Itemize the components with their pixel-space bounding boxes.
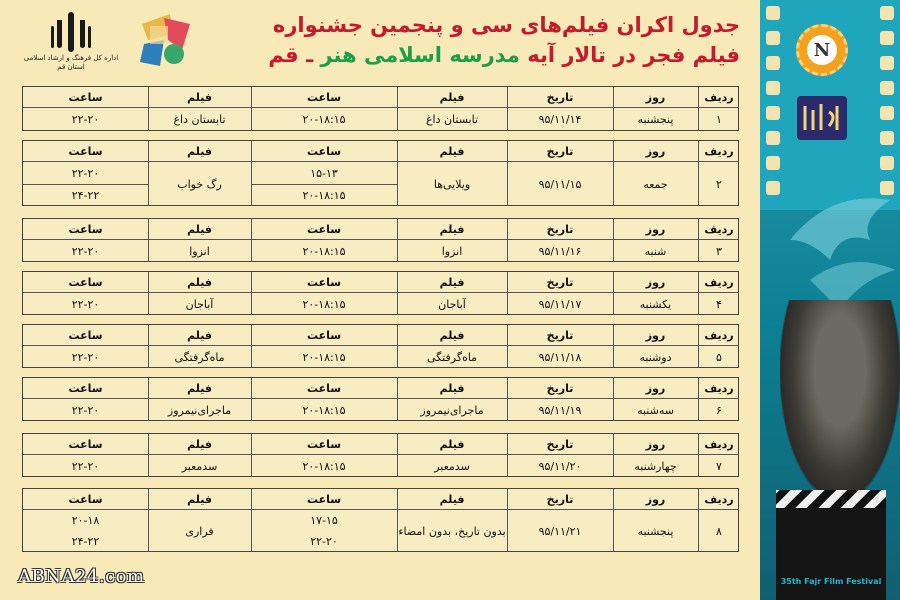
column-header-time: ساعت (306, 222, 342, 236)
film-hole (880, 31, 894, 45)
column-header-film: فیلم (187, 275, 212, 289)
column-header-film: فیلم (187, 90, 212, 104)
row-film: ویلایی‌ها (433, 177, 471, 191)
row-date: ۹۵/۱۱/۲۰ (538, 459, 582, 473)
column-header-time: ساعت (68, 381, 103, 395)
column-header-time: ساعت (306, 381, 342, 395)
title-line-2 (200, 40, 740, 70)
title-line-2-highlight: مدرسه اسلامی هنر (320, 43, 520, 67)
column-header-row: ردیف (704, 144, 734, 158)
column-header-time: ساعت (68, 437, 103, 451)
column-header-day: روز (645, 144, 666, 158)
table-row (22, 86, 739, 131)
column-header-time: ساعت (68, 275, 103, 289)
table-row (22, 140, 739, 206)
row-day: جمعه (643, 177, 668, 191)
org-province: استان قم (57, 63, 85, 71)
row-date: ۹۵/۱۱/۱۵ (538, 177, 582, 191)
row-time: ۲۰-۱۸:۱۵ (302, 188, 346, 202)
row-time: ۲۰-۱۸:۱۵ (302, 244, 346, 258)
festival-label: 35th Fajr Film Festival (780, 577, 882, 586)
row-date: ۹۵/۱۱/۱۹ (538, 403, 582, 417)
column-header-date: تاریخ (546, 90, 574, 104)
watermark: ABNA24.com (18, 566, 145, 587)
column-header-date: تاریخ (546, 437, 574, 451)
column-header-film: فیلم (439, 90, 465, 104)
film-hole (880, 131, 894, 145)
row-date: ۹۵/۱۱/۱۸ (538, 350, 582, 364)
row-date: ۹۵/۱۱/۱۴ (538, 113, 582, 126)
row-film: آباجان (185, 297, 214, 311)
column-header-film: فیلم (187, 222, 212, 236)
film-hole (880, 81, 894, 95)
row-number: ۴ (716, 297, 722, 311)
n-logo-icon (796, 24, 848, 76)
column-header-film: فیلم (439, 437, 465, 451)
column-header-film: فیلم (439, 275, 465, 289)
row-film: تابستان داغ (425, 113, 479, 126)
cultural-center-logo-icon (134, 10, 196, 72)
column-header-film: فیلم (187, 492, 212, 506)
row-film: ماه‌گرفتگی (426, 350, 478, 364)
row-number: ۸ (716, 524, 722, 538)
column-header-date: تاریخ (546, 381, 574, 395)
row-number: ۷ (716, 459, 722, 473)
row-film: آباجان (438, 297, 466, 311)
row-time: ۲۰-۱۸:۱۵ (302, 113, 346, 126)
row-day: پنجشنبه (637, 524, 674, 538)
row-date: ۹۵/۱۱/۱۶ (538, 244, 582, 258)
row-number: ۵ (716, 350, 722, 364)
row-number: ۶ (716, 403, 722, 417)
column-header-day: روز (645, 381, 666, 395)
film-hole (766, 81, 780, 95)
row-day: پنجشنبه (637, 113, 674, 126)
column-header-row: ردیف (704, 222, 734, 236)
column-header-day: روز (645, 90, 666, 104)
side-panel (760, 0, 900, 600)
column-header-film: فیلم (187, 381, 212, 395)
film-hole (766, 6, 780, 20)
film-hole (766, 56, 780, 70)
film-hole (880, 56, 894, 70)
row-day: یکشنبه (639, 297, 672, 311)
row-time: ۱۷-۱۵ (310, 514, 338, 527)
table-row (22, 377, 739, 421)
row-day: دوشنبه (639, 350, 672, 364)
row-film: سدمعبر (434, 459, 470, 473)
column-header-row: ردیف (704, 381, 734, 395)
simorgh-bird-icon (770, 180, 900, 320)
row-film: انزوا (189, 244, 210, 258)
column-header-row: ردیف (704, 437, 734, 451)
column-header-time: ساعت (306, 492, 342, 506)
row-number: ۲ (716, 177, 722, 191)
film-hole (766, 156, 780, 170)
column-header-date: تاریخ (546, 275, 574, 289)
row-time: ۲۲-۲۰ (71, 166, 100, 180)
row-time: ۲۲-۲۰ (71, 350, 100, 364)
row-time: ۲۲-۲۰ (71, 244, 100, 258)
column-header-film: فیلم (187, 328, 212, 342)
row-time: ۲۰-۱۸:۱۵ (302, 459, 346, 473)
row-film: فراری (185, 524, 214, 538)
table-row (22, 218, 739, 262)
row-film: ماه‌گرفتگی (174, 350, 225, 364)
film-hole (880, 106, 894, 120)
iran-emblem-icon (51, 12, 91, 52)
column-header-day: روز (645, 437, 666, 451)
column-header-row: ردیف (704, 492, 734, 506)
column-header-day: روز (645, 328, 666, 342)
column-header-film: فیلم (187, 144, 212, 158)
film-hole (880, 156, 894, 170)
column-header-film: فیلم (187, 437, 212, 451)
column-header-day: روز (645, 275, 666, 289)
row-number: ۱ (716, 113, 722, 126)
film-hole (766, 31, 780, 45)
row-time: ۲۲-۲۰ (71, 403, 100, 417)
column-header-time: ساعت (68, 222, 103, 236)
column-header-time: ساعت (306, 275, 342, 289)
title-line-1: جدول اکران فیلم‌های سی و پنجمین جشنواره (272, 13, 740, 37)
column-header-time: ساعت (68, 492, 103, 506)
table-row (22, 433, 739, 477)
column-header-film: فیلم (439, 492, 465, 506)
row-time: ۲۰-۱۸:۱۵ (302, 297, 346, 311)
clapperboard-icon (776, 490, 886, 600)
column-header-time: ساعت (306, 437, 342, 451)
page-title (200, 10, 740, 70)
column-header-time: ساعت (68, 144, 103, 158)
column-header-film: فیلم (439, 144, 465, 158)
row-time: ۲۲-۲۰ (71, 459, 100, 473)
table-row (22, 271, 739, 315)
row-time: ۲۲-۲۰ (310, 535, 338, 548)
column-header-day: روز (645, 222, 666, 236)
row-film: بدون تاریخ، بدون امضاء (398, 524, 506, 538)
art-school-logo-icon (797, 96, 847, 140)
row-date: ۹۵/۱۱/۱۷ (538, 297, 582, 311)
column-header-film: فیلم (439, 222, 465, 236)
column-header-date: تاریخ (546, 222, 574, 236)
row-date: ۹۵/۱۱/۲۱ (538, 524, 582, 538)
column-header-time: ساعت (306, 90, 342, 104)
row-film: رگ خواب (177, 177, 222, 191)
row-time: ۱۵-۱۳ (310, 166, 338, 180)
column-header-film: فیلم (439, 381, 465, 395)
ministry-logo (16, 8, 126, 80)
row-time: ۲۰-۱۸ (71, 514, 100, 527)
column-header-date: تاریخ (546, 492, 574, 506)
header (0, 0, 760, 86)
column-header-row: ردیف (704, 328, 734, 342)
column-header-row: ردیف (704, 90, 734, 104)
row-time: ۲۰-۱۸:۱۵ (302, 350, 346, 364)
column-header-time: ساعت (306, 144, 342, 158)
column-header-day: روز (645, 492, 666, 506)
title-line-2-prefix: فیلم فجر در تالار آیه (527, 43, 740, 67)
org-name: اداره کل فرهنگ و ارشاد اسلامی (23, 54, 119, 62)
row-number: ۳ (716, 244, 722, 258)
row-time: ۲۴-۲۲ (71, 188, 100, 202)
row-day: شنبه (644, 244, 667, 258)
film-hole (880, 6, 894, 20)
column-header-row: ردیف (704, 275, 734, 289)
row-film: ماجرای‌نیمروز (420, 403, 484, 417)
row-film: سدمعبر (181, 459, 218, 473)
table-row (22, 488, 739, 552)
row-time: ۲۲-۲۰ (71, 297, 100, 311)
row-film: تابستان داغ (173, 113, 226, 126)
row-time: ۲۰-۱۸:۱۵ (302, 403, 346, 417)
row-day: سه‌شنبه (637, 403, 674, 417)
row-time: ۲۴-۲۲ (71, 535, 100, 548)
column-header-date: تاریخ (546, 328, 574, 342)
title-line-2-suffix: ـ قم (268, 43, 314, 67)
column-header-film: فیلم (439, 328, 465, 342)
column-header-time: ساعت (68, 328, 103, 342)
film-hole (766, 106, 780, 120)
film-hole (766, 131, 780, 145)
table-row (22, 324, 739, 368)
row-day: چهارشنبه (634, 459, 677, 473)
column-header-date: تاریخ (546, 144, 574, 158)
row-time: ۲۲-۲۰ (71, 113, 100, 126)
actor-portrait (780, 300, 900, 500)
row-film: انزوا (441, 244, 463, 258)
column-header-time: ساعت (306, 328, 342, 342)
n-logo-letter: N (807, 35, 837, 65)
column-header-time: ساعت (68, 90, 103, 104)
row-film: ماجرای‌نیمروز (167, 403, 232, 417)
